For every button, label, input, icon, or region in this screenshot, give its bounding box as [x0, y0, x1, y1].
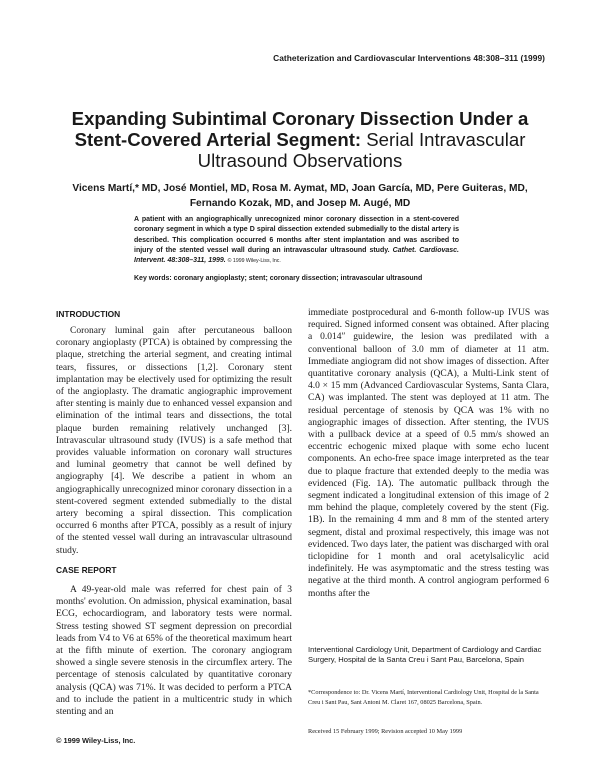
title-bold-part: Stent-Covered Arterial Segment: — [74, 129, 362, 150]
article-title — [40, 108, 560, 171]
footer-copyright: © 1999 Wiley-Liss, Inc. — [56, 736, 136, 745]
title-light-part: Serial Intravascular — [361, 129, 526, 150]
keywords: Key words: coronary angioplasty; stent; coronary dissection; intravascular ultrasound — [134, 275, 423, 282]
right-column-body — [308, 307, 549, 600]
correspondence: *Correspondence to: Dr. Vicens Martí, Interventional Cardiology Unit, Hospital de la Santa Creu i Sant Pau, Sant Antoni M. Claret 167, 08025 Barcelona, Spain. — [308, 689, 539, 706]
introduction-body — [56, 325, 292, 557]
author-list — [30, 181, 570, 211]
running-head: Catheterization and Cardiovascular Interventions 48:308–311 (1999) — [273, 53, 545, 63]
affiliation: Interventional Cardiology Unit, Department of Cardiology and Cardiac Surgery, Hospital de la Santa Creu i Sant Pau, Barcelona, Spain — [308, 645, 542, 665]
section-heading-case-report: CASE REPORT — [56, 565, 117, 575]
abstract — [134, 215, 459, 266]
case-report-paragraph: A 49-year-old male was referred for chest pain of 3 months' evolution. On admission, physical examination, basal ECG, echocardiogram, and laboratory tests were normal. Stress testing showed ST segment depression on precordial leads from V4 to V6 at 65% of the theoretical maximum heart at the fifth minute of exertion. The coronary angiogram showed a single severe stenosis in the circumflex artery. The percentage of stenosis calculated by quantitative coronary analysis (QCA) was 71%. It was decided to perform a PTCA and to include the patient in a multicentric study in which stenting and an — [56, 585, 292, 718]
case-report-continued: immediate postprocedural and 6-month follow-up IVUS was required. Signed informed consent was obtained. After placing a 0.014″ guidewire, the lesion was predilated with a conventional balloon of 3.0 mm of diameter at 11 atm. Immediate angiogram did not show images of dissection. After quantitative coronary analysis (QCA), a Multi-Link stent of 4.0 × 15 mm (Advanced Cardiovascular Systems, Santa Clara, CA) was implanted. The stent was deployed at 11 atm. The residual percentage of stenosis by QCA was 1% with no angiographic images of dissection. After stenting, the IVUS with a pullback device at a speed of 0.5 mm/s showed an eccentric echogenic mixed plaque with some echo lucent components. An echo-free space image interpreted as the tear due to plaque fracture that extended deeply to the media was evidenced (Fig. 1A). The automatic pullback through the segment indicated a longitudinal extension of this image of 2 mm behind the plaque, completely covered by the stent (Fig. 1B). In the remaining 4 mm and 8 mm of the stented artery segment, distal and proximal respectively, this image was not evidenced. Two days later, the patient was discharged with oral ticlopidine for 1 month and oral acetylsalicylic acid indefinitely. He was asymptomatic and the stress testing was negative at the third month. A control angiogram performed 6 months after the — [308, 308, 549, 599]
introduction-paragraph: Coronary luminal gain after percutaneous balloon coronary angioplasty (PTCA) is obtained by compressing the plaque, stretching the arterial segment, and creating intimal tears, fissures, or dissections [1,2]. Coronary stent implantation may be electively used for optimizing the result of the angioplasty. The dramatic angiographic improvement after stenting is mainly due to enhanced vessel expansion and elimination of the intimal tears and dissections, the total plaque burden remaining relatively unchanged [3]. Intravascular ultrasound study (IVUS) is a safe method that provides valuable information on coronary wall structures and luminal geometry that cannot be well defined by angiography [4]. We describe a patient in whom an angiographically unrecognized minor coronary dissection in a stent-covered segment extended submedially to the distal artery becoming a spiral dissection. This complication occurred 6 months after PTCA, possibly as a result of injury of the stented vessel wall during an intravascular ultrasound study. — [56, 326, 292, 556]
abstract-citation: Cathet. Cardiovasc. Intervent. 48:308–311, 1999. — [134, 246, 459, 265]
abstract-text: A patient with an angiographically unrecognized minor coronary dissection in a stent-covered coronary segment in which a type D spiral dissection extended submedially to the distal artery is described. This complication occurred 6 months after stent implantation and was ascribed to injury of the stented vessel wall during an intravascular ultrasound study. — [134, 216, 459, 254]
authors-line-1: Vicens Martí,* MD, José Montiel, MD, Rosa M. Aymat, MD, Joan García, MD, Pere Guiteras, MD, — [72, 183, 528, 194]
received-dates: Received 15 February 1999; Revision accepted 10 May 1999 — [308, 728, 463, 735]
authors-line-2: Fernando Kozak, MD, and Josep M. Augé, MD — [189, 198, 411, 209]
section-heading-introduction: INTRODUCTION — [56, 309, 121, 319]
title-line-1: Expanding Subintimal Coronary Dissection Under a — [71, 108, 529, 129]
abstract-copyright: © 1999 Wiley-Liss, Inc. — [227, 258, 281, 265]
title-line-2 — [40, 129, 560, 150]
title-line-3: Ultrasound Observations — [197, 150, 403, 171]
case-report-body — [56, 584, 292, 718]
